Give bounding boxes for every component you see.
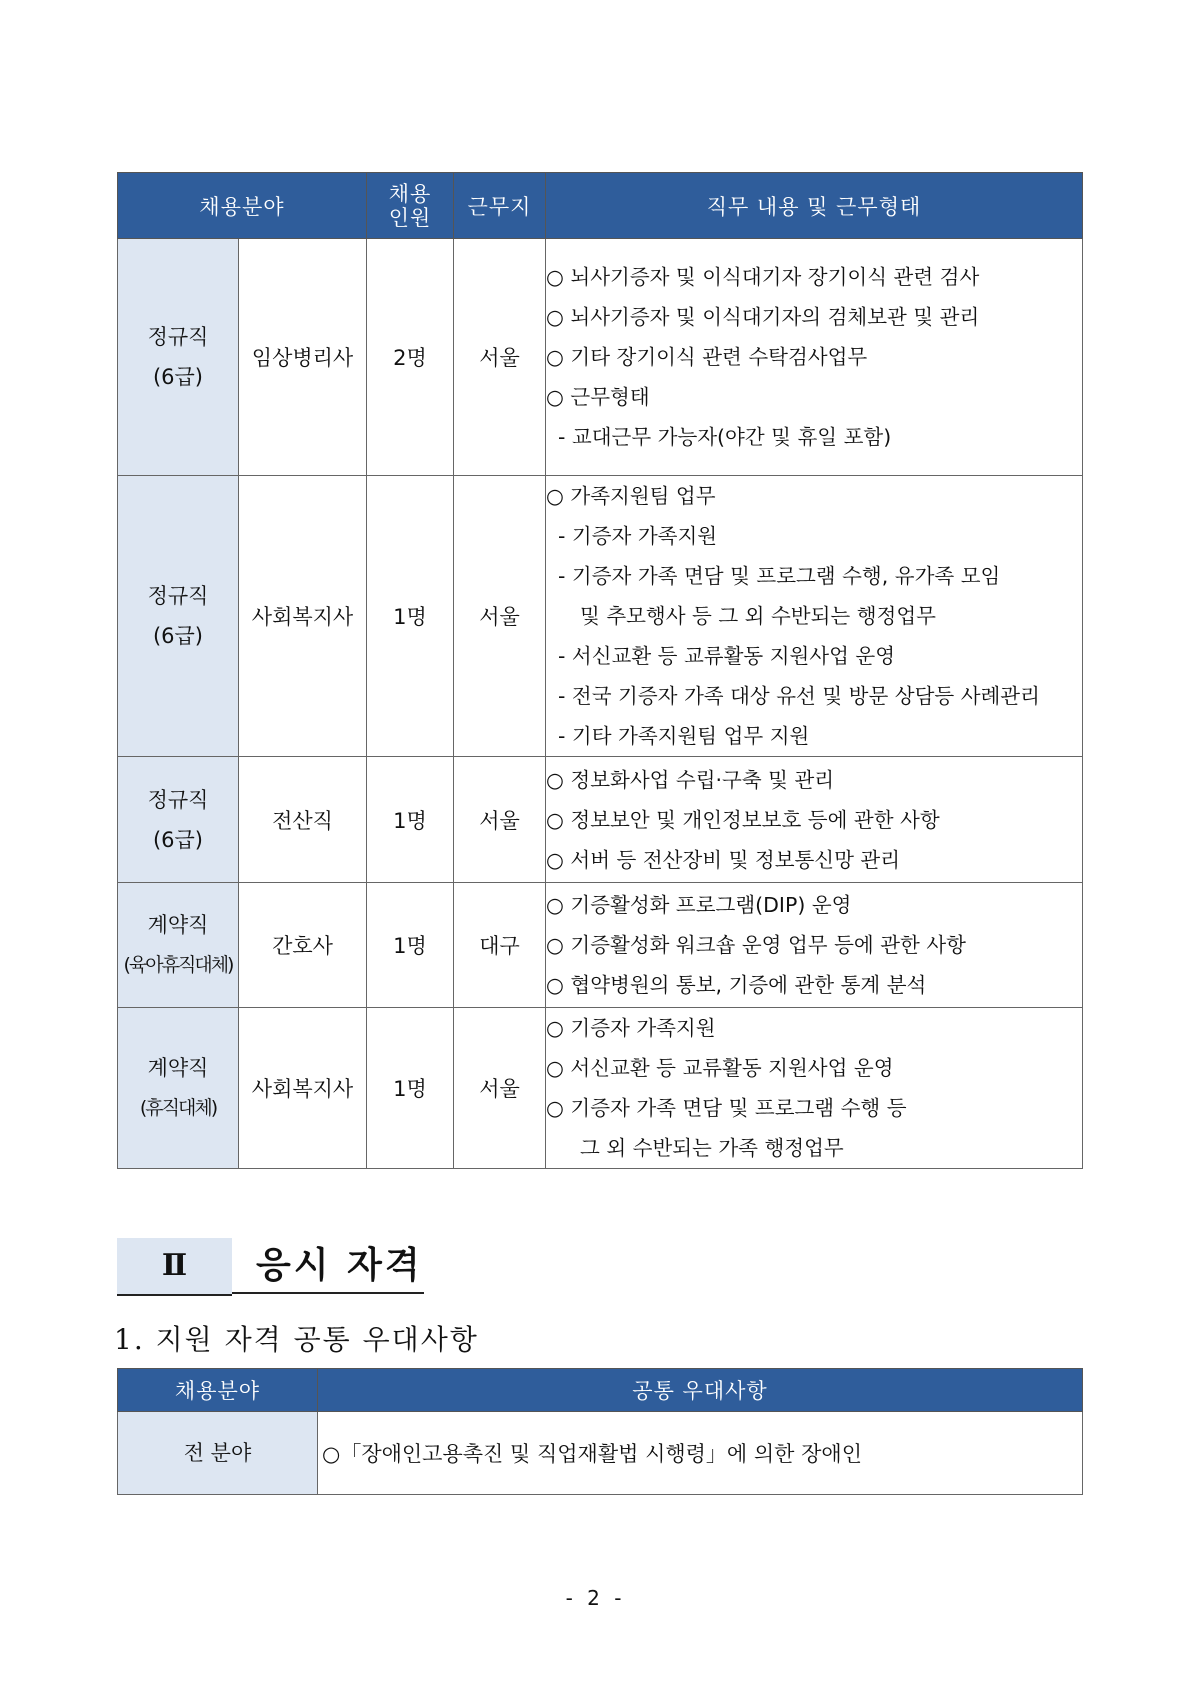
job-title: 사회복지사 [239,476,367,757]
field-cell: 전 분야 [118,1412,318,1495]
duty-item: ○ 서버 등 전산장비 및 정보통신망 관리 [546,847,901,872]
duty-item: ○ 기증자 가족 면담 및 프로그램 수행 등 [546,1096,907,1120]
table-row [118,476,1083,757]
duty-list [546,239,1083,476]
job-title: 전산직 [239,757,367,883]
header-field: 채용분야 [118,173,367,239]
headcount: 2명 [367,239,454,476]
recruitment-table [117,172,1083,1169]
header-count-line1: 채용 [388,181,432,206]
duty-item: - 교대근무 가능자(야간 및 휴일 포함) [558,425,892,449]
work-location: 서울 [454,476,546,757]
duty-item: ○ 기증자 가족지원 [546,1016,716,1040]
headcount: 1명 [367,757,454,883]
table-row [118,883,1083,1008]
header-location: 근무지 [454,173,546,239]
work-location: 서울 [454,1008,546,1169]
duty-item: ○ 협약병원의 통보, 기증에 관한 통계 분석 [546,973,927,997]
duty-item: ○ 정보화사업 수립·구축 및 관리 [546,767,835,792]
headcount: 1명 [367,476,454,757]
duty-list [546,883,1083,1008]
employment-type [118,757,239,883]
subsection-heading: 1. 지원 자격 공통 우대사항 [114,1323,479,1356]
duty-item: - 기증자 가족지원 [558,524,718,548]
job-title: 임상병리사 [239,239,367,476]
duty-item: ○ 뇌사기증자 및 이식대기자의 검체보관 및 관리 [546,305,980,329]
table-row [118,1412,1083,1495]
header-count [367,173,454,239]
header-preference: 공통 우대사항 [318,1369,1083,1412]
duty-item: - 전국 기증자 가족 대상 유선 및 방문 상담등 사례관리 [558,684,1040,708]
duty-item: ○ 기증활성화 프로그램(DIP) 운영 [546,893,852,917]
duty-item: ○ 정보보안 및 개인정보보호 등에 관한 사항 [546,807,940,832]
type-line2: (휴직대체) [139,1097,217,1119]
employment-type [118,239,239,476]
duty-item: ○ 뇌사기증자 및 이식대기자 장기이식 관련 검사 [546,265,980,289]
employment-type [118,476,239,757]
table-row [118,239,1083,476]
type-line1: 정규직 [147,584,209,608]
duty-item: - 기타 가족지원팀 업무 지원 [558,724,810,748]
work-location: 서울 [454,239,546,476]
type-line2: (6급) [152,624,204,648]
header-field: 채용분야 [118,1369,318,1412]
duty-list [546,476,1083,757]
section-title: 응시 자격 [232,1238,424,1294]
table-header-row [118,1369,1083,1412]
header-count-line2: 인원 [388,205,432,230]
duty-list [546,757,1083,883]
duty-item: - 기증자 가족 면담 및 프로그램 수행, 유가족 모임 [558,564,1001,588]
duty-item: ○ 기증활성화 워크숍 운영 업무 등에 관한 사항 [546,933,966,957]
job-title: 사회복지사 [239,1008,367,1169]
work-location: 서울 [454,757,546,883]
duty-item: - 서신교환 등 교류활동 지원사업 운영 [558,644,896,668]
headcount: 1명 [367,1008,454,1169]
table-header-row [118,173,1083,239]
type-line1: 정규직 [147,325,209,349]
page-number: - 2 - [565,1586,626,1610]
type-line1: 계약직 [147,913,209,937]
duty-item: ○ 근무형태 [546,385,650,409]
employment-type [118,883,239,1008]
header-duties: 직무 내용 및 근무형태 [546,173,1083,239]
duty-list [546,1008,1083,1169]
type-line2: (육아휴직대체) [123,954,233,976]
duty-item: ○ 기타 장기이식 관련 수탁검사업무 [546,345,868,369]
type-line1: 정규직 [147,787,209,812]
employment-type [118,1008,239,1169]
headcount: 1명 [367,883,454,1008]
duty-item: ○ 서신교환 등 교류활동 지원사업 운영 [546,1056,894,1080]
table-row [118,1008,1083,1169]
preference-table [117,1368,1083,1495]
duty-item: 및 추모행사 등 그 외 수반되는 행정업무 [580,604,936,628]
table-row [118,757,1083,883]
work-location: 대구 [454,883,546,1008]
type-line1: 계약직 [147,1056,209,1080]
preference-cell: ○「장애인고용촉진 및 직업재활법 시행령」에 의한 장애인 [318,1412,1083,1495]
job-title: 간호사 [239,883,367,1008]
section-number: Ⅱ [117,1238,232,1296]
type-line2: (6급) [152,365,204,389]
type-line2: (6급) [152,827,204,852]
duty-item: ○ 가족지원팀 업무 [546,484,716,508]
duty-item: 그 외 수반되는 가족 행정업무 [580,1136,844,1160]
